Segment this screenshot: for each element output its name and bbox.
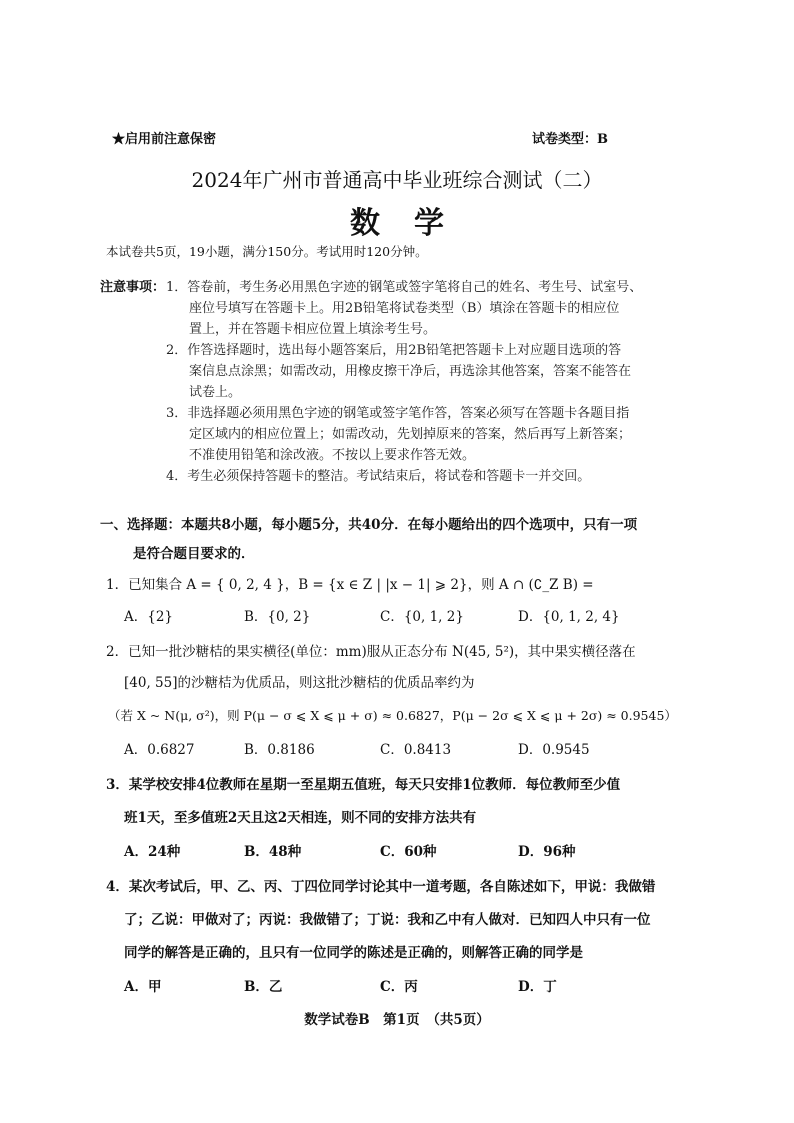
question-1-option-b: B．{0, 2}: [244, 609, 311, 625]
question-3-stem: 3．某学校安排4位教师在星期一至星期五值班，每天只安排1位教师．每位教师至少值: [106, 777, 621, 793]
note-line: 案信息点涂黑；如需改动，用橡皮擦干净后，再选涂其他答案，答案不能答在: [189, 364, 632, 379]
note-line: 试卷上。: [189, 385, 242, 400]
note-line: 1．答卷前，考生务必用黑色字迹的钢笔或签字笔将自己的姓名、考生号、试室号、: [166, 280, 643, 295]
note-line: 3．非选择题必须用黑色字迹的钢笔或签字笔作答，答案必须写在答题卡各题目指: [166, 406, 630, 421]
question-2-option-d: D．0.9545: [518, 742, 590, 758]
note-line: 2．作答选择题时，选出每小题答案后，用2B铅笔把答题卡上对应题目选项的答: [166, 343, 622, 358]
exam-title: 2024年广州市普通高中毕业班综合测试（二）: [191, 168, 603, 192]
question-2-hint: （若 X ~ N(μ, σ²)，则 P(μ − σ ⩽ X ⩽ μ + σ) ≈ 0.6827，P(μ − 2σ ⩽ X ⩽ μ + 2σ) ≈ 0.9545）: [108, 708, 677, 723]
note-line: 座位号填写在答题卡上。用2B铅笔将试卷类型（B）填涂在答题卡的相应位: [189, 301, 620, 316]
question-1-stem: 1．已知集合 A = { 0, 2, 4 }，B = {x ∈ Z | |x − 1| ⩾ 2}，则 A ∩ (∁_Z B) =: [106, 577, 594, 593]
note-line: 不准使用铅笔和涂改液。不按以上要求作答无效。: [189, 448, 476, 463]
question-4-stem: 了；乙说：甲做对了；丙说：我做错了；丁说：我和乙中有人做对．已知四人中只有一位: [124, 912, 651, 928]
note-line: 置上，并在答题卡相应位置上填涂考生号。: [189, 322, 437, 337]
confidential-label: ★启用前注意保密: [112, 132, 217, 147]
section-heading: 是符合题目要求的．: [133, 546, 255, 562]
question-3-option-d: D．96种: [518, 844, 576, 860]
section-heading: 一、选择题：本题共8小题，每小题5分，共40分．在每小题给出的四个选项中，只有一项: [100, 517, 638, 533]
question-3-option-c: C．60种: [380, 844, 437, 860]
question-1-option-c: C．{0, 1, 2}: [380, 609, 464, 625]
paper-type-label: 试卷类型：B: [532, 132, 608, 147]
note-line: 定区域内的相应位置上；如需改动，先划掉原来的答案，然后再写上新答案；: [189, 427, 632, 442]
question-1-option-a: A．{2}: [124, 609, 174, 625]
question-4-option-c: C．丙: [380, 979, 418, 995]
question-4-stem: 4．某次考试后，甲、乙、丙、丁四位同学讨论其中一道考题，各自陈述如下，甲说：我做错: [106, 879, 656, 895]
question-2-stem: [40, 55]的沙糖桔为优质品，则这批沙糖桔的优质品率约为: [124, 675, 475, 691]
exam-intro: 本试卷共5页，19小题，满分150分。考试用时120分钟。: [106, 244, 428, 259]
question-3-stem: 班1天，至多值班2天且这2天相连，则不同的安排方法共有: [124, 810, 477, 826]
question-4-option-d: D．丁: [518, 979, 557, 995]
page-footer: 数学试卷B 第1页 （共5页）: [304, 1012, 490, 1028]
question-2-option-c: C．0.8413: [380, 742, 452, 758]
notes-label: 注意事项：: [100, 280, 166, 295]
question-2-option-a: A．0.6827: [124, 742, 195, 758]
question-3-option-b: B．48种: [244, 844, 302, 860]
question-4-option-a: A．甲: [124, 979, 162, 995]
question-4-stem: 同学的解答是正确的，且只有一位同学的陈述是正确的，则解答正确的同学是: [124, 945, 583, 961]
question-3-option-a: A．24种: [124, 844, 181, 860]
note-line: 4．考生必须保持答题卡的整洁。考试结束后，将试卷和答题卡一并交回。: [166, 469, 591, 484]
question-1-option-d: D．{0, 1, 2, 4}: [518, 609, 620, 625]
subject-title: 数学: [350, 206, 478, 241]
question-2-option-b: B．0.8186: [244, 742, 315, 758]
question-4-option-b: B．乙: [244, 979, 283, 995]
question-2-stem: 2．已知一批沙糖桔的果实横径(单位：mm)服从正态分布 N(45, 5²)，其中果实横径落在: [106, 644, 636, 660]
